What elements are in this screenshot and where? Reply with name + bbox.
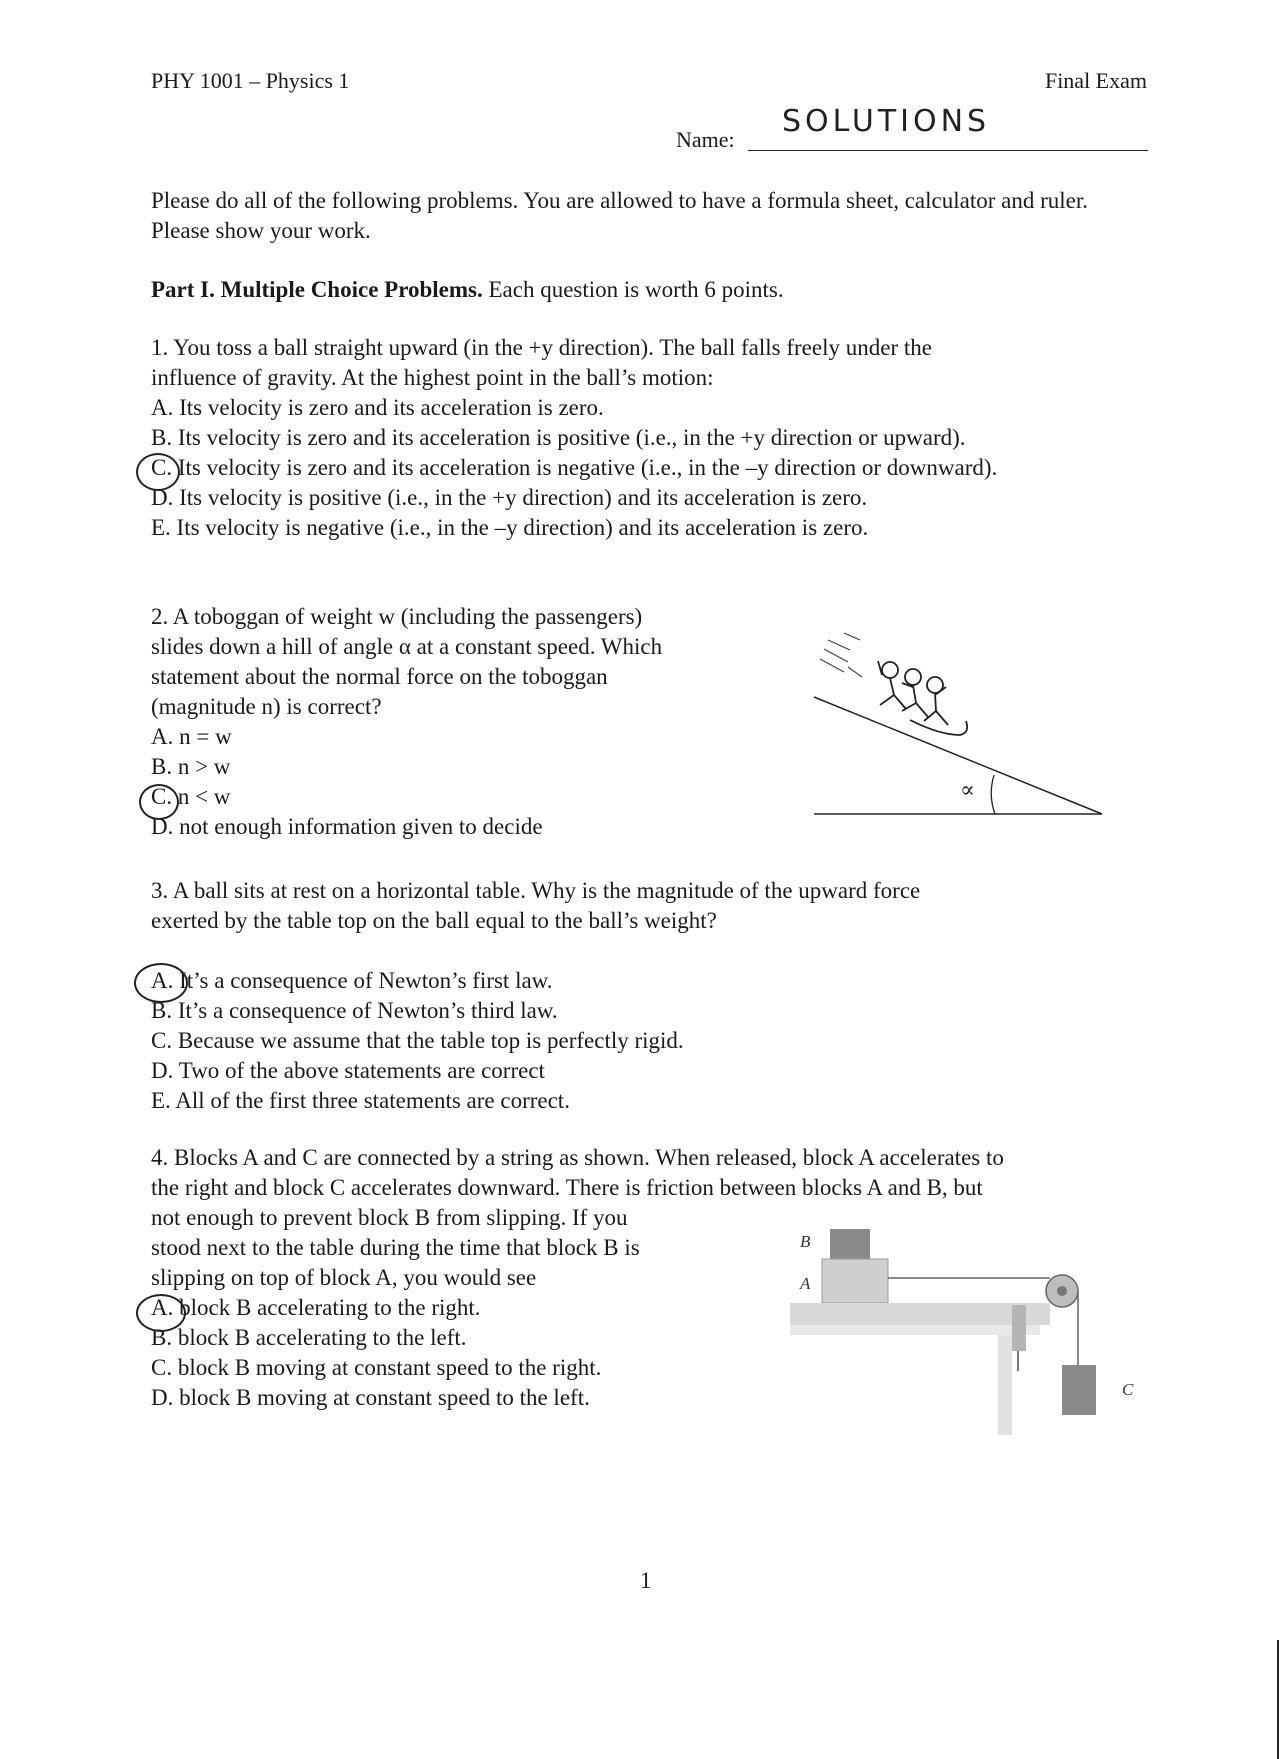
clamp — [1012, 1305, 1026, 1351]
option-a: A. block B accelerating to the right. — [151, 1295, 481, 1320]
option-e: E. All of the first three statements are correct. — [151, 1088, 570, 1113]
question-stem-line: the right and block C accelerates downward. There is friction between blocks A and B, but — [151, 1175, 983, 1200]
option-d: D. Two of the above statements are correct — [151, 1058, 545, 1083]
toboggan-figure — [810, 625, 1110, 825]
label-block-c: C — [1122, 1380, 1134, 1399]
instructions: Please do all of the following problems. You are allowed to have a formula sheet, calculator and ruler. Please show your work. — [151, 188, 1088, 243]
pulley-axle — [1057, 1286, 1067, 1296]
option-d: D. not enough information given to decide — [151, 814, 543, 839]
question-3 — [151, 876, 920, 1116]
table-edge — [790, 1325, 1040, 1335]
angle-label: ∝ — [960, 778, 975, 803]
slope-line — [814, 697, 1102, 814]
option-c: C. block B moving at constant speed to the right. — [151, 1355, 602, 1380]
option-b: B. n > w — [151, 754, 231, 779]
question-stem-line: exerted by the table top on the ball equal to the ball’s weight? — [151, 908, 717, 933]
option-a: A. It’s a consequence of Newton’s first law. — [151, 968, 553, 993]
label-block-a: A — [800, 1274, 811, 1293]
question-stem-line: slides down a hill of angle α at a constant speed. Which — [151, 634, 663, 659]
table-leg — [998, 1335, 1012, 1435]
option-d: D. Its velocity is positive (i.e., in the +y direction) and its acceleration is zero. — [151, 485, 868, 510]
question-1 — [151, 333, 997, 543]
speed-lines — [820, 633, 862, 677]
page-number: 1 — [640, 1568, 652, 1593]
question-2 — [151, 602, 662, 842]
course-title: PHY 1001 – Physics 1 — [151, 68, 350, 93]
block-a — [822, 1259, 888, 1303]
answer-circle-q3 — [134, 963, 188, 1003]
blocks-pulley-figure — [790, 1225, 1140, 1450]
option-e: E. Its velocity is negative (i.e., in the –y direction) and its acceleration is zero. — [151, 515, 869, 540]
option-b: B. Its velocity is zero and its acceleration is positive (i.e., in the +y direction or upward). — [151, 425, 966, 450]
question-stem-line: 4. Blocks A and C are connected by a string as shown. When released, block A accelerates to — [151, 1145, 1004, 1170]
label-block-b: B — [800, 1232, 811, 1251]
option-b: B. block B accelerating to the left. — [151, 1325, 467, 1350]
block-b — [830, 1229, 870, 1259]
question-stem-line: 1. You toss a ball straight upward (in the +y direction). The ball falls freely under the — [151, 335, 932, 360]
name-line — [748, 150, 1148, 151]
part-note: Each question is worth 6 points. — [488, 277, 784, 302]
riders-icon — [878, 661, 967, 735]
scan-edge-mark — [1277, 1640, 1279, 1759]
block-c — [1062, 1365, 1096, 1415]
option-a: A. n = w — [151, 724, 232, 749]
question-stem-line: statement about the normal force on the toboggan — [151, 664, 608, 689]
part-heading — [151, 275, 784, 305]
angle-arc — [991, 775, 995, 814]
name-label: Name: — [676, 127, 735, 152]
option-c: C. n < w — [151, 784, 231, 809]
question-stem-line: slipping on top of block A, you would see — [151, 1265, 537, 1290]
table-top — [790, 1303, 1050, 1325]
question-stem-line: 3. A ball sits at rest on a horizontal table. Why is the magnitude of the upward force — [151, 878, 921, 903]
answer-circle-q1 — [136, 453, 180, 491]
exam-title: Final Exam — [1044, 68, 1147, 93]
part-title: Part I. Multiple Choice Problems. — [151, 277, 483, 302]
option-c: C. Its velocity is zero and its acceleration is negative (i.e., in the –y direction or downward). — [151, 455, 998, 480]
option-d: D. block B moving at constant speed to the left. — [151, 1385, 590, 1410]
answer-circle-q2 — [139, 784, 179, 820]
question-stem-line: influence of gravity. At the highest point in the ball’s motion: — [151, 365, 714, 390]
question-stem-line: 2. A toboggan of weight w (including the passengers) — [151, 604, 643, 629]
option-c: C. Because we assume that the table top is perfectly rigid. — [151, 1028, 684, 1053]
question-stem-line: not enough to prevent block B from slipping. If you — [151, 1205, 628, 1230]
question-stem-line: (magnitude n) is correct? — [151, 694, 382, 719]
question-stem-line: stood next to the table during the time that block B is — [151, 1235, 640, 1260]
option-a: A. Its velocity is zero and its acceleration is zero. — [151, 395, 604, 420]
name-value: SOLUTIONS — [782, 104, 991, 139]
option-b: B. It’s a consequence of Newton’s third law. — [151, 998, 558, 1023]
answer-circle-q4 — [136, 1294, 186, 1332]
